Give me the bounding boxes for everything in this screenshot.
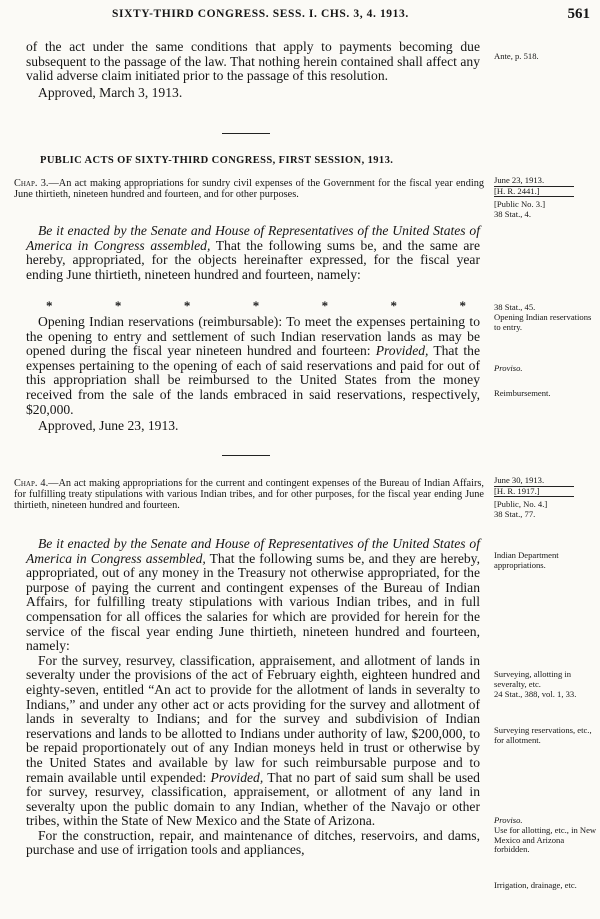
chap4-stat: 38 Stat., 77. [494,508,536,519]
chap4-provided: Provided, [210,769,264,785]
margin-note-opening: Opening Indian reservations to entry. [494,312,592,332]
divider-rule [222,455,270,456]
margin-note-proviso: Proviso. [494,363,523,373]
margin-note-irrigation: Irrigation, drainage, etc. [494,880,577,890]
chap4-bill: [H. R. 1917.] [494,486,574,498]
approved-march: Approved, March 3, 1913. [38,84,183,100]
continuation-block [26,40,480,100]
chap4-public-no: [Public, No. 4.] [494,499,548,510]
chap4-survey-b: That no part of said sum shall be used for survey, resurvey, classification, appraisement, or allotment of any land in severalty upon the public domain to any Indian, whether of the Navajo or other tribes, within the State of New Mexico and the State of Arizona. [26,769,480,829]
chap4-irrigation-paragraph: For the construction, repair, and maintenance of ditches, reservoirs, and dams, purchase and use of irrigation tools and appliances, [26,827,480,858]
chap4-label: Chap. 4. [14,478,49,489]
chap4-date-tag [494,476,574,519]
omission-asterisks [46,298,466,314]
margin-note-reimbursement: Reimbursement. [494,388,551,398]
chap3-provided: Provided, [375,343,429,359]
chap3-public-no: [Public No. 3.] [494,199,546,210]
chap3-para-a: Opening Indian reservations (reimbursable): To meet the expenses pertaining to the opening to entry and settlement of such Indian reservation lands as may be opened during the fiscal year nineteen hundred and fourteen: [26,314,480,359]
chap3-title: —An act making appropriations for sundry civil expenses of the Government for the fiscal year ending June thirtieth, nineteen hundred and fourteen, and for other purposes. [14,178,485,201]
chap4-title: —An act making appropriations for the current and contingent expenses of the Bureau of Indian Affairs, for fulfilling treaty stipulations with various Indian tribes, and for other purposes, for the fiscal year ending June thirtieth, nineteen hundred and fourteen. [14,478,484,512]
margin-note-ante: Ante, p. 518. [494,51,539,61]
chap4-survey-a: For the survey, resurvey, classification, appraisement, and allotment of lands in severalty under the provisions of the act of February eighth, eighteen hundred and eighty-seven, entitled “An act to provide for the allotment of lands in severalty to Indians,” and under any other act or acts providing for the survey and allotment of lands in severalty to Indians; and for the survey and subdivision of Indian reservations and lands to be allotted to Indians under authority of law, $200,000, to be repaid proportionately out of any Indian moneys held in trust or otherwise by the United States and available by law for such reimbursable purpose and to remain available until expended: [26,652,480,785]
chap3-para-b: That the expenses pertaining to the opening of each of said reservations and paid for out of this appropriation shall be reimbursed to the United States from the money received from the sale of the lands embraced in said reservations, respectively, $20,000. [26,343,480,417]
section-heading: PUBLIC ACTS OF SIXTY-THIRD CONGRESS, FIRST SESSION, 1913. [40,155,394,166]
running-header [0,6,600,24]
chap4-enact-italic: Be it enacted by the Senate and House of Representatives of the United States of America in Congress assembled, [26,536,480,566]
chap3-opening-paragraph [26,315,480,434]
asterisk: * [459,298,466,313]
margin-note-proviso-2: Proviso. [494,815,523,825]
continuation-text: of the act under the same conditions that apply to payments becoming due subsequent to the passage of the law. That nothing herein contained shall affect any valid adverse claim initiated prior to the passage of this resolution. [26,39,480,84]
chap3-date-tag [494,176,574,219]
asterisk: * [252,298,260,313]
chap3-enact-italic: Be it enacted by the Senate and House of Representatives of the United States of America in Congress assembled, [26,223,480,253]
chap3-title-block [14,178,484,200]
margin-note-nm-az: Use for allotting, etc., in New Mexico and Arizona forbidden. [494,825,597,855]
margin-note-surveying: Surveying, allotting in severalty, etc. [494,669,572,689]
chap3-bill: [H. R. 2441.] [494,186,574,198]
chap3-date: June 23, 1913. [494,175,545,185]
margin-note-indian-dept: Indian Department appropriations. [494,550,559,570]
asterisk: * [390,298,398,313]
asterisk: * [46,298,53,313]
approved-june23: Approved, June 23, 1913. [38,418,179,434]
chap4-enact-rest: That the following sums be, and they are hereby, appropriated, out of any money in the Treasury not otherwise appropriated, for the purpose of paying the current and contingent expenses of the Bureau of Indian Affairs, for fulfilling treaty stipulations with various Indian tribes, and in full compensation for all offices the salaries for which are provided for herein for the service of the fiscal year ending June thirtieth, nineteen hundred and fourteen, namely: [26,550,480,654]
divider-rule [222,133,270,134]
asterisk: * [183,298,191,313]
chap4-enacting-clause [26,537,480,858]
chap3-label: Chap. 3. [14,178,49,189]
chap3-enact-rest: That the following sums be, and the same are hereby, appropriated, for the objects hereinafter expressed, for the fiscal year ending June thirtieth, nineteen hundred and fourteen, namely: [26,237,480,282]
asterisk: * [321,298,329,313]
chap3-stat: 38 Stat., 4. [494,208,532,219]
chap4-title-block [14,478,484,512]
running-title: SIXTY-THIRD CONGRESS. SESS. I. CHS. 3, 4. 1913. [112,8,409,20]
chap4-date: June 30, 1913. [494,475,545,485]
asterisk: * [114,298,122,313]
chap3-enacting-clause [26,224,480,282]
chap4-survey-paragraph [26,654,480,829]
page-number: 561 [567,6,590,22]
margin-note-stat45: 38 Stat., 45. [494,302,536,312]
margin-note-survey-ref: 24 Stat., 388, vol. 1, 33. [494,689,577,699]
margin-note-reservations: Surveying reservations, etc., for allotment. [494,725,592,745]
